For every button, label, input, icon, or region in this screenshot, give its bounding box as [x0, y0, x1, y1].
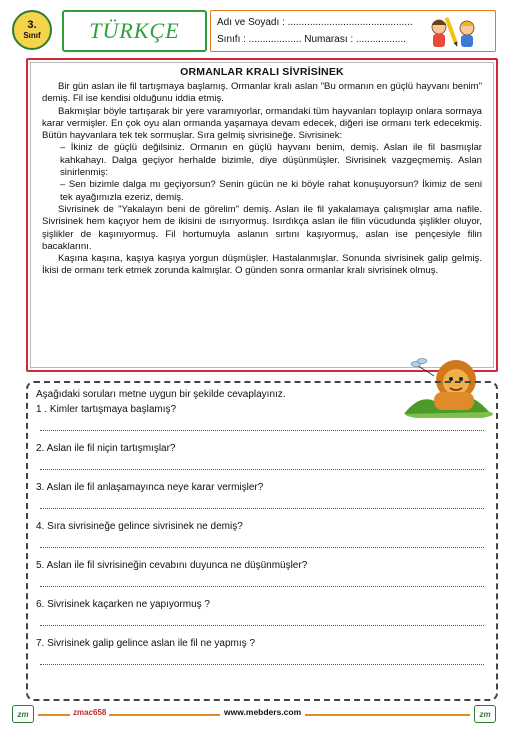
class-number-field[interactable]: Sınıfı : ................... Numarası : ..................: [217, 34, 406, 45]
question-text: 4. Sıra sivrisineğe gelince sivrisinek ne demiş?: [36, 521, 243, 532]
story-title: ORMANLAR KRALI SİVRİSİNEK: [180, 66, 344, 78]
story-paragraph: – Sen bizimle dalga mı geçiyorsun? Senin gücün ne ki böyle rahat konuşuyorsun? İkimiz de seni tek ayağımızla ezeriz, demiş.: [60, 179, 482, 203]
reading-text-box: [26, 58, 498, 372]
question-item: [36, 441, 488, 480]
grade-badge: [12, 10, 52, 50]
question-item: [36, 402, 488, 441]
answer-line[interactable]: [40, 547, 484, 548]
questions-box: [26, 381, 498, 701]
questions-instruction: Aşağıdaki soruları metne uygun bir şekilde cevaplayınız.: [36, 389, 286, 400]
student-info-box: [210, 10, 496, 52]
name-field[interactable]: Adı ve Soyadı : .............................................: [217, 17, 413, 28]
children-illustration-icon: [425, 13, 489, 51]
story-paragraph: Bir gün aslan ile fil tartışmaya başlamış. Ormanlar kralı aslan "Bu ormanın en güçlü hayvanı benim" demiş. Fil ise kendisi olduğunu iddia etmiş.: [42, 81, 482, 105]
question-text: 5. Aslan ile fil sivrisineğin cevabını duyunca ne düşünmüşler?: [36, 560, 308, 571]
answer-line[interactable]: [40, 469, 484, 470]
question-item: [36, 558, 488, 597]
question-text: 3. Aslan ile fil anlaşamayınca neye karar vermişler?: [36, 482, 264, 493]
answer-line[interactable]: [40, 664, 484, 665]
answer-line[interactable]: [40, 625, 484, 626]
question-item: [36, 480, 488, 519]
question-text: 6. Sivrisinek kaçarken ne yapıyormuş ?: [36, 599, 210, 610]
answer-line[interactable]: [40, 508, 484, 509]
grade-label: Sınıf: [23, 30, 41, 40]
footer: [10, 704, 498, 724]
logo-icon: zm: [474, 705, 496, 723]
grade-number: 3.: [27, 19, 37, 32]
answer-line[interactable]: [40, 586, 484, 587]
author-tag: zmac658: [70, 708, 109, 717]
question-item: [36, 597, 488, 636]
logo-icon: zm: [12, 705, 34, 723]
subject-box: [62, 10, 207, 52]
question-text: 2. Aslan ile fil niçin tartışmışlar?: [36, 443, 176, 454]
site-url-link[interactable]: www.mebders.com: [220, 707, 305, 717]
question-item: [36, 636, 488, 675]
question-text: 7. Sivrisinek galip gelince aslan ile fil ne yapmış ?: [36, 638, 255, 649]
question-text: 1 . Kimler tartışmaya başlamış?: [36, 404, 177, 415]
story-paragraph: Bakmışlar böyle tartışarak bir yere varamıyorlar, ormandaki tüm hayvanları toplayıp onlara sormaya karar vermişler. En çok oyu alan ormanda yaşamaya devam edecek, diğeri ise ormanı terk edecekmiş. Bütün hayvanlara tek tek sormuşlar. Sıra gelmiş sivrisineğe. Sivrisinek:: [42, 105, 482, 142]
story-paragraph: Sivrisinek de "Yakalayın beni de görelim" demiş. Aslan ile fil yakalamaya çalışmışlar ama nafile. Sivrisinek hem kaçıyor hem de ikisini de ısırıyormuş. Isırdıkça aslan ile filin vücudunda şişlikler oluyor, şişlikler de kaşınıyormuş. Fil hortumuyla aslanın sırtını kaşıyormuş, aslan ise pençesiyle filin bacaklarını.: [42, 203, 482, 252]
story-paragraph: Kaşına kaşına, kaşıya kaşıya yorgun düşmüşler. Hastalanmışlar. Sonunda sivrisinek galip gelmiş. İkisi de ormanı terk etmek zorunda kalmışlar. O günden sonra ormanlar kralı sivrisinek olmuş.: [42, 253, 482, 277]
subject-title: TÜRKÇE: [89, 18, 180, 43]
answer-line[interactable]: [40, 430, 484, 431]
story-paragraph: – İkiniz de güçlü değilsiniz. Ormanın en güçlü hayvanı benim, demiş. Aslan ile fil basmışlar kahkahayı. Dalga geçiyor herhalde bizimle, diye düşünmüşler. Sivrisinek vazgeçmemiş. Aslan sinirlenmiş:: [60, 142, 482, 179]
question-item: [36, 519, 488, 558]
